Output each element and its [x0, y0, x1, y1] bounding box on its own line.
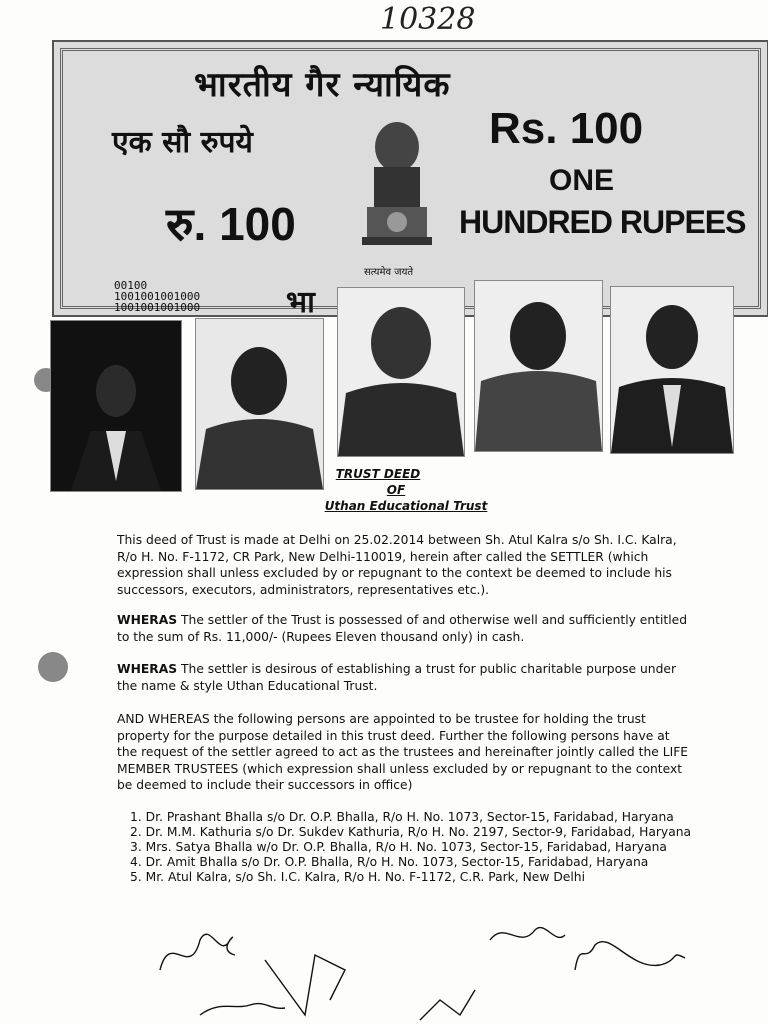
person-photo-icon	[475, 281, 602, 451]
stamp-rs-label: Rs. 100	[489, 104, 644, 153]
stamp-serial	[114, 280, 200, 313]
photo-2	[195, 318, 324, 490]
deed-paragraph-3-text: The settler is desirous of establishing a trust for public charitable purpose under the name & style Uthan Educational Trust.	[117, 662, 677, 693]
list-item: 1. Dr. Prashant Bhalla s/o Dr. O.P. Bhalla, R/o H. No. 1073, Sector-15, Faridabad, Haryana	[130, 810, 674, 824]
stamp-motto: सत्यमेव जयते	[364, 267, 414, 278]
serial-line: 1001001001000	[114, 290, 201, 303]
serial-line: 1001001001000	[114, 301, 201, 314]
deed-title: TRUST DEED	[335, 467, 421, 481]
deed-paragraph-1: This deed of Trust is made at Delhi on 25.02.2014 between Sh. Atul Kalra s/o Sh. I.C. Kalra, R/o H. No. F-1172, CR Park, New Delhi-110019, herein after called the SETTLER (which expression shall unless excluded by or repugnant to the context be deemed to include his successors, executors, administrators, representatives etc.).	[117, 533, 677, 597]
signature-mark	[265, 955, 345, 1015]
person-photo-icon	[51, 321, 181, 491]
stamp-hindi-title: भारतीय गैर न्यायिक	[194, 65, 451, 105]
photo-4	[474, 280, 603, 452]
stamp-hundred-label: HUNDRED RUPEES	[459, 204, 746, 240]
signature-mark	[160, 934, 235, 970]
whereas-label: WHERAS	[117, 613, 178, 627]
signature-mark	[575, 942, 685, 970]
trustee-list	[130, 810, 690, 885]
stamp-rupee-label: रु. 100	[166, 198, 296, 250]
stamp-hindi-amount: एक सौ रुपये	[112, 125, 253, 160]
deed-paragraph-3	[117, 661, 689, 694]
signature-mark	[490, 928, 565, 940]
serial-line: 00100	[114, 279, 148, 292]
stamp-one-label: ONE	[549, 164, 615, 197]
stamp-paper	[52, 40, 768, 317]
deed-paragraph-2	[117, 612, 689, 645]
punch-hole	[38, 652, 68, 682]
deed-title-of: OF	[386, 483, 406, 497]
photo-5	[610, 286, 734, 454]
deed-paragraph-2-text: The settler of the Trust is possessed of and otherwise well and sufficiently entitled to the sum of Rs. 11,000/- (Rupees Eleven thousand only) in cash.	[117, 613, 688, 644]
signature-mark	[200, 1004, 285, 1015]
person-photo-icon	[196, 319, 323, 489]
list-item: 5. Mr. Atul Kalra, s/o Sh. I.C. Kalra, R/o H. No. F-1172, C.R. Park, New Delhi	[130, 870, 586, 884]
national-emblem-icon	[352, 112, 442, 262]
person-photo-icon	[611, 287, 733, 453]
photo-3	[337, 287, 465, 457]
signatures	[140, 910, 760, 1024]
list-item: 2. Dr. M.M. Kathuria s/o Dr. Sukdev Kathuria, R/o H. No. 2197, Sector-9, Faridabad, Haryana	[130, 825, 692, 839]
stamp-bha: भा	[286, 285, 315, 317]
list-item: 3. Mrs. Satya Bhalla w/o Dr. O.P. Bhalla, R/o H. No. 1073, Sector-15, Faridabad, Haryana	[130, 840, 667, 854]
person-photo-icon	[338, 288, 464, 456]
handwritten-number: 10328	[380, 2, 476, 37]
list-item: 4. Dr. Amit Bhalla s/o Dr. O.P. Bhalla, R/o H. No. 1073, Sector-15, Faridabad, Haryana	[130, 855, 649, 869]
signature-mark	[420, 990, 475, 1020]
deed-paragraph-4: AND WHEREAS the following persons are appointed to be trustee for holding the trust property for the purpose detailed in this trust deed. Further the following persons have at the request of the settler agreed to act as the trustees and hereinafter jointly called the LIFE MEMBER TRUSTEES (which expression shall unless excluded by or repugnant to the context be deemed to include their successors in office)	[117, 712, 689, 792]
whereas-label: WHERAS	[117, 662, 178, 676]
deed-title-name: Uthan Educational Trust	[324, 499, 488, 513]
